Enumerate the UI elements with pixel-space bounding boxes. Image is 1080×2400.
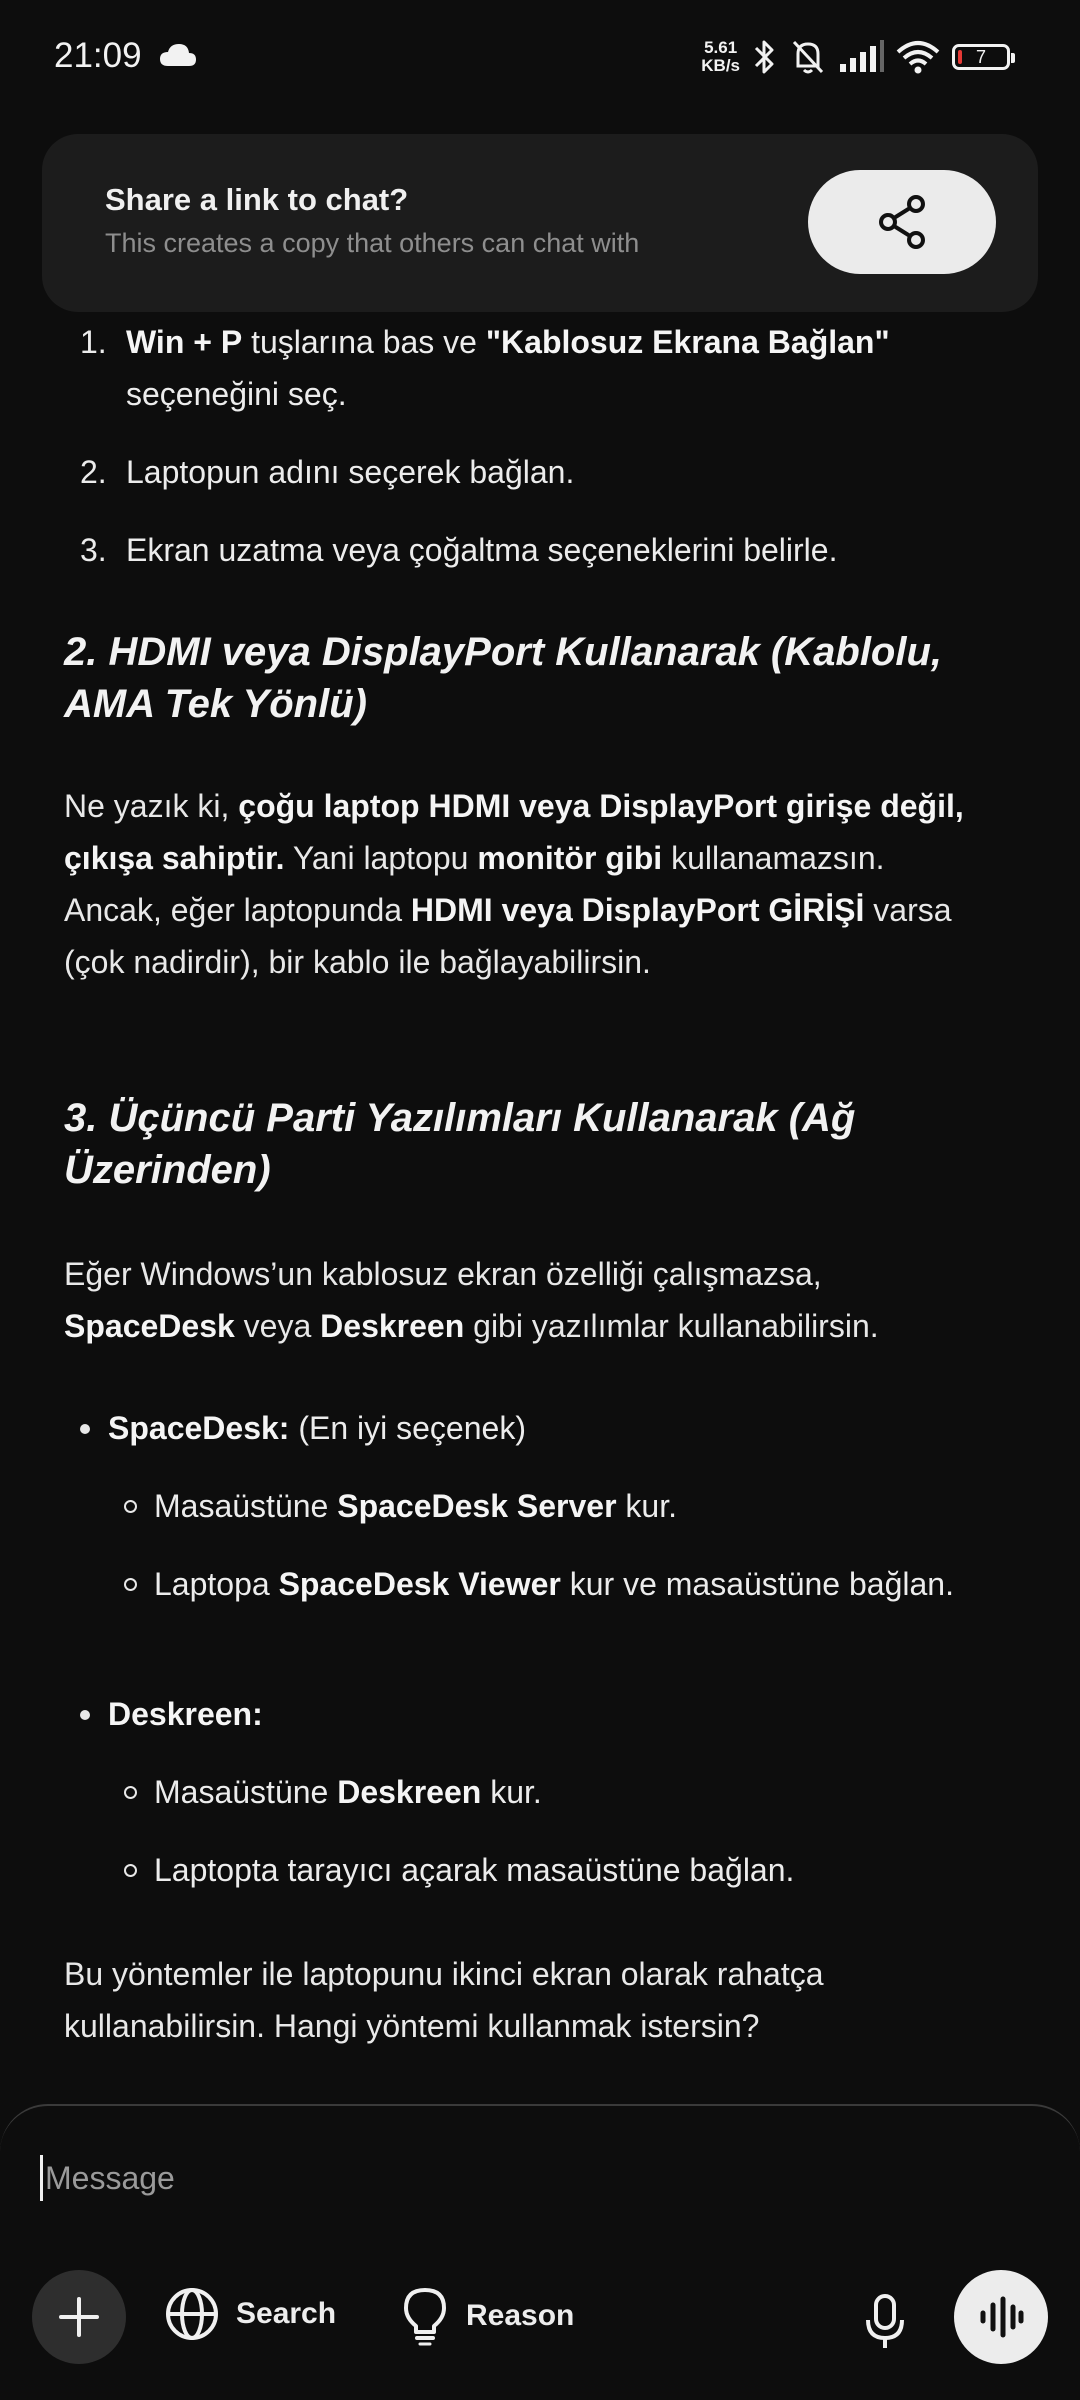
bullet-dot — [80, 1710, 90, 1720]
section-heading: 3. Üçüncü Parti Yazılımları Kullanarak (Ağ Üzerinden) — [64, 1096, 856, 1192]
tool-name: Deskreen: — [108, 1696, 263, 1732]
plus-icon — [57, 2295, 101, 2339]
list-item-text: Laptopun adını seçerek bağlan. — [126, 454, 575, 490]
signal-icon — [838, 40, 884, 74]
tool-name: SpaceDesk: — [108, 1410, 290, 1446]
voice-mode-button[interactable] — [954, 2270, 1048, 2364]
microphone-button[interactable] — [862, 2292, 908, 2357]
list-item: Laptopta tarayıcı açarak masaüstüne bağlan. — [154, 1852, 795, 1888]
tool-note: (En iyi seçenek) — [298, 1410, 526, 1446]
list-item: Masaüstüne Deskreen kur. — [154, 1774, 542, 1810]
wifi-icon — [896, 40, 940, 74]
list-item — [108, 1402, 968, 1454]
battery-icon — [952, 44, 1010, 70]
sub-bullet — [124, 1500, 137, 1513]
message-placeholder: Message — [45, 2159, 175, 2196]
search-label: Search — [236, 2297, 337, 2330]
list-item-text: Win + P tuşlarına bas ve "Kablosuz Ekrana Bağlan" seçeneğini seç. — [126, 324, 890, 412]
sub-bullet — [124, 1864, 137, 1877]
status-bar — [0, 0, 1080, 118]
network-speed-value: 5.61 — [704, 38, 738, 57]
add-attachment-button[interactable] — [32, 2270, 126, 2364]
sub-bullet — [124, 1786, 137, 1799]
bell-off-icon — [790, 38, 826, 76]
message-input[interactable] — [40, 2148, 940, 2208]
search-button[interactable] — [164, 2286, 336, 2342]
share-link-banner — [42, 134, 1038, 312]
bluetooth-icon — [752, 38, 778, 76]
paragraph: Ne yazık ki, çoğu laptop HDMI veya DisplayPort girişe değil, çıkışa sahiptir. Yani laptopu monitör gibi kullanamazsın. Ancak, eğer laptopunda HDMI veya DisplayPort GİRİŞİ varsa (çok nadirdir), bir kablo ile bağlayabilirsin. — [64, 788, 964, 980]
battery-level: 7 — [975, 46, 986, 67]
status-time: 21:09 — [54, 36, 142, 75]
list-number: 1. — [80, 324, 107, 360]
sub-bullet — [124, 1578, 137, 1591]
globe-icon — [164, 2286, 220, 2342]
share-banner-title: Share a link to chat? — [105, 182, 409, 217]
text-caret — [40, 2155, 43, 2201]
bullet-dot — [80, 1424, 90, 1434]
message-composer — [0, 2104, 1080, 2400]
list-number: 3. — [80, 532, 107, 568]
share-banner-subtitle: This creates a copy that others can chat with — [105, 228, 640, 258]
section-heading: 2. HDMI veya DisplayPort Kullanarak (Kablolu, AMA Tek Yönlü) — [64, 630, 943, 726]
reason-label: Reason — [466, 2299, 575, 2332]
closing-paragraph: Bu yöntemler ile laptopunu ikinci ekran olarak rahatça kullanabilirsin. Hangi yöntemi kullanmak istersin? — [64, 1956, 824, 2044]
reason-button[interactable] — [400, 2286, 574, 2346]
paragraph: Eğer Windows’un kablosuz ekran özelliği çalışmazsa, SpaceDesk veya Deskreen gibi yazılımlar kullanabilirsin. — [64, 1256, 879, 1344]
share-button[interactable] — [808, 170, 996, 274]
list-item-text: Ekran uzatma veya çoğaltma seçeneklerini belirle. — [126, 532, 838, 568]
network-speed-unit: KB/s — [701, 56, 740, 75]
list-item: Masaüstüne SpaceDesk Server kur. — [154, 1488, 677, 1524]
voice-waveform-icon — [977, 2293, 1025, 2341]
network-speed — [701, 39, 740, 75]
list-item — [108, 1688, 968, 1740]
cloud-icon — [158, 40, 198, 70]
share-icon — [876, 194, 928, 250]
microphone-icon — [862, 2292, 908, 2352]
list-number: 2. — [80, 454, 107, 490]
list-item: Laptopa SpaceDesk Viewer kur ve masaüstüne bağlan. — [154, 1566, 954, 1602]
lightbulb-icon — [400, 2286, 450, 2346]
